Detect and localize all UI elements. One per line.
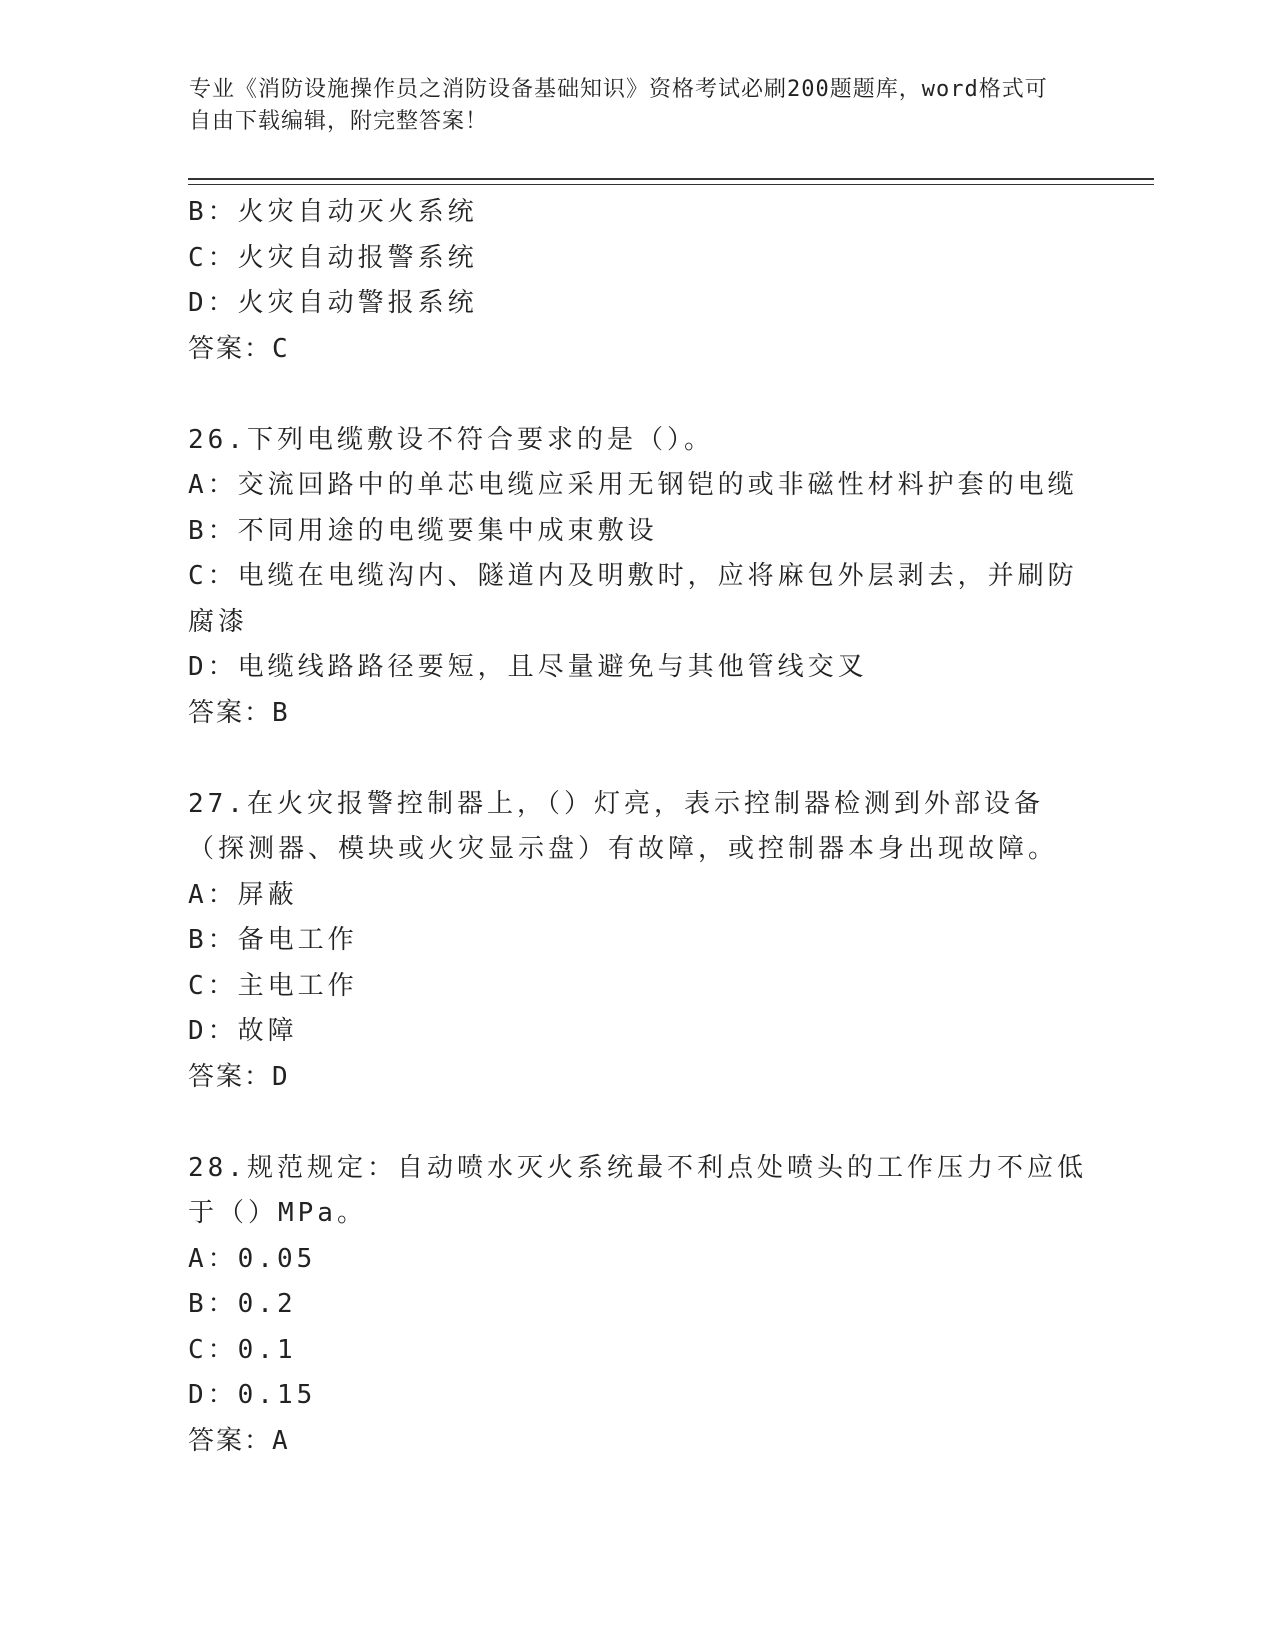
- header-divider-thick: [188, 178, 1154, 180]
- option-d: D：电缆线路路径要短，且尽量避免与其他管线交叉: [188, 652, 868, 682]
- option-b: B：火灾自动灭火系统: [188, 197, 478, 227]
- question-stem: 28.规范规定：自动喷水灭火系统最不利点处喷头的工作压力不应低于（）MPa。: [188, 1152, 1087, 1228]
- option-a: A：屏蔽: [188, 879, 298, 910]
- option-b: B：0.2: [188, 1289, 297, 1319]
- option-b: B：备电工作: [188, 925, 358, 955]
- option-c: C：电缆在电缆沟内、隧道内及明敷时，应将麻包外层剥去，并刷防腐漆: [188, 561, 1078, 637]
- answer: 答案：A: [188, 1425, 290, 1456]
- question-stem: 26.下列电缆敷设不符合要求的是（）。: [188, 424, 714, 455]
- option-b: B：不同用途的电缆要集中成束敷设: [188, 515, 658, 546]
- option-c: C：火灾自动报警系统: [188, 242, 478, 273]
- question-block: [188, 1146, 1088, 1465]
- question-list: [188, 190, 1088, 1464]
- option-a: A：交流回路中的单芯电缆应采用无钢铠的或非磁性材料护套的电缆: [188, 470, 1078, 500]
- question-block: [188, 190, 1088, 372]
- option-c: C：主电工作: [188, 970, 358, 1001]
- option-c: C：0.1: [188, 1334, 297, 1365]
- answer: 答案：D: [188, 1061, 290, 1092]
- document-header: 专业《消防设施操作员之消防设备基础知识》资格考试必刷200题题库，word格式可自由下载编辑，附完整答案！: [189, 77, 1048, 134]
- option-d: D：故障: [188, 1016, 298, 1046]
- option-d: D：0.15: [188, 1380, 317, 1410]
- option-d: D：火灾自动警报系统: [188, 288, 478, 318]
- answer: 答案：B: [188, 697, 290, 728]
- answer: 答案：C: [188, 333, 290, 364]
- header-divider-thin: [188, 184, 1154, 185]
- option-a: A：0.05: [188, 1243, 317, 1274]
- question-block: [188, 418, 1088, 737]
- question-stem: 27.在火灾报警控制器上，（）灯亮，表示控制器检测到外部设备（探测器、模块或火灾显示盘）有故障，或控制器本身出现故障。: [188, 788, 1059, 864]
- question-block: [188, 782, 1088, 1101]
